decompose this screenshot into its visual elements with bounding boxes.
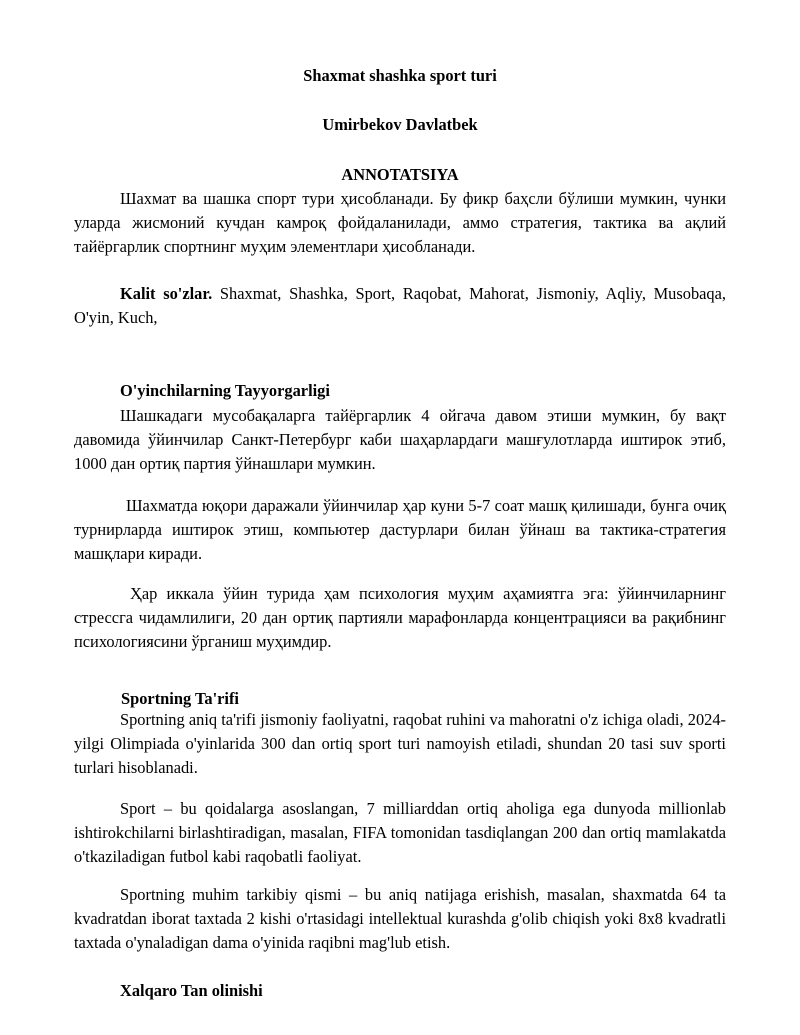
annotation-text: Шахмат ва шашка спорт тури ҳисобланади. Бу фикр баҳсли бўлиши мумкин, чунки уларда жисмоний кучдан камроқ фойдаланилади, аммо стратегия, тактика ва ақлий тайёргарлик спортнинг муҳим элементлари ҳисобланади. — [74, 189, 726, 256]
keywords-text: Shaxmat, Shashka, Sport, Raqobat, Mahorat, Jismoniy, Aqliy, Musobaqa, O'yin, Kuch, — [74, 284, 726, 327]
paragraph: Ҳар иккала ўйин турида ҳам психология муҳим аҳамиятга эга: ўйинчиларнинг стрессга чидамлилиги, 20 дан ортиқ партияли марафонларда концентрацияси ва рақибнинг психологиясини ўрганиш муҳимдир. — [74, 584, 726, 651]
section-heading-recognition: Xalqaro Tan olinishi — [120, 981, 263, 1000]
author-name: Umirbekov Davlatbek — [322, 115, 478, 134]
section-heading-preparation: O'yinchilarning Tayyorgarligi — [120, 381, 330, 400]
paragraph: Sportning aniq ta'rifi jismoniy faoliyatni, raqobat ruhini va mahoratni o'z ichiga oladi, 2024-yilgi Olimpiada o'yinlarida 300 dan ortiq sport turi namoyish etiladi, shundan 20 tasi suv sporti turlari hisoblanadi. — [74, 710, 726, 777]
paragraph: Sportning muhim tarkibiy qismi – bu aniq natijaga erishish, masalan, shaxmatda 64 ta kvadratdan iborat taxtada 2 kishi o'rtasidagi intellektual kurashda g'olib chiqish yoki 8x8 kvadratli taxtada o'ynaladigan dama o'yinida raqibni mag'lub etish. — [74, 885, 726, 952]
document-title: Shaxmat shashka sport turi — [303, 66, 497, 85]
paragraph: Sport – bu qoidalarga asoslangan, 7 milliarddan ortiq aholiga ega dunyoda millionlab ishtirokchilarni birlashtiradigan, masalan, FIFA tomonidan tasdiqlangan 200 dan ortiq mamlakatda o'tkaziladigan futbol kabi raqobatli faoliyat. — [74, 799, 726, 866]
annotation-heading: ANNOTATSIYA — [341, 165, 459, 184]
keywords-paragraph — [74, 282, 726, 330]
section-heading-definition: Sportning Ta'rifi — [121, 689, 239, 708]
paragraph: Шашкадаги мусобақаларга тайёргарлик 4 ойгача давом этиши мумкин, бу вақт давомида ўйинчилар Санкт-Петербург каби шаҳарлардаги машғулотларда иштирок этиб, 1000 дан ортиқ партия ўйнашлари мумкин. — [74, 406, 726, 473]
paragraph: Шахматда юқори даражали ўйинчилар ҳар куни 5-7 соат машқ қилишади, бунга очиқ турнирларда иштирок этиш, компьютер дастурлари билан ўйнаш ва тактика-стратегия машқлари киради. — [74, 496, 726, 563]
keywords-label: Kalit so'zlar. — [120, 284, 213, 303]
